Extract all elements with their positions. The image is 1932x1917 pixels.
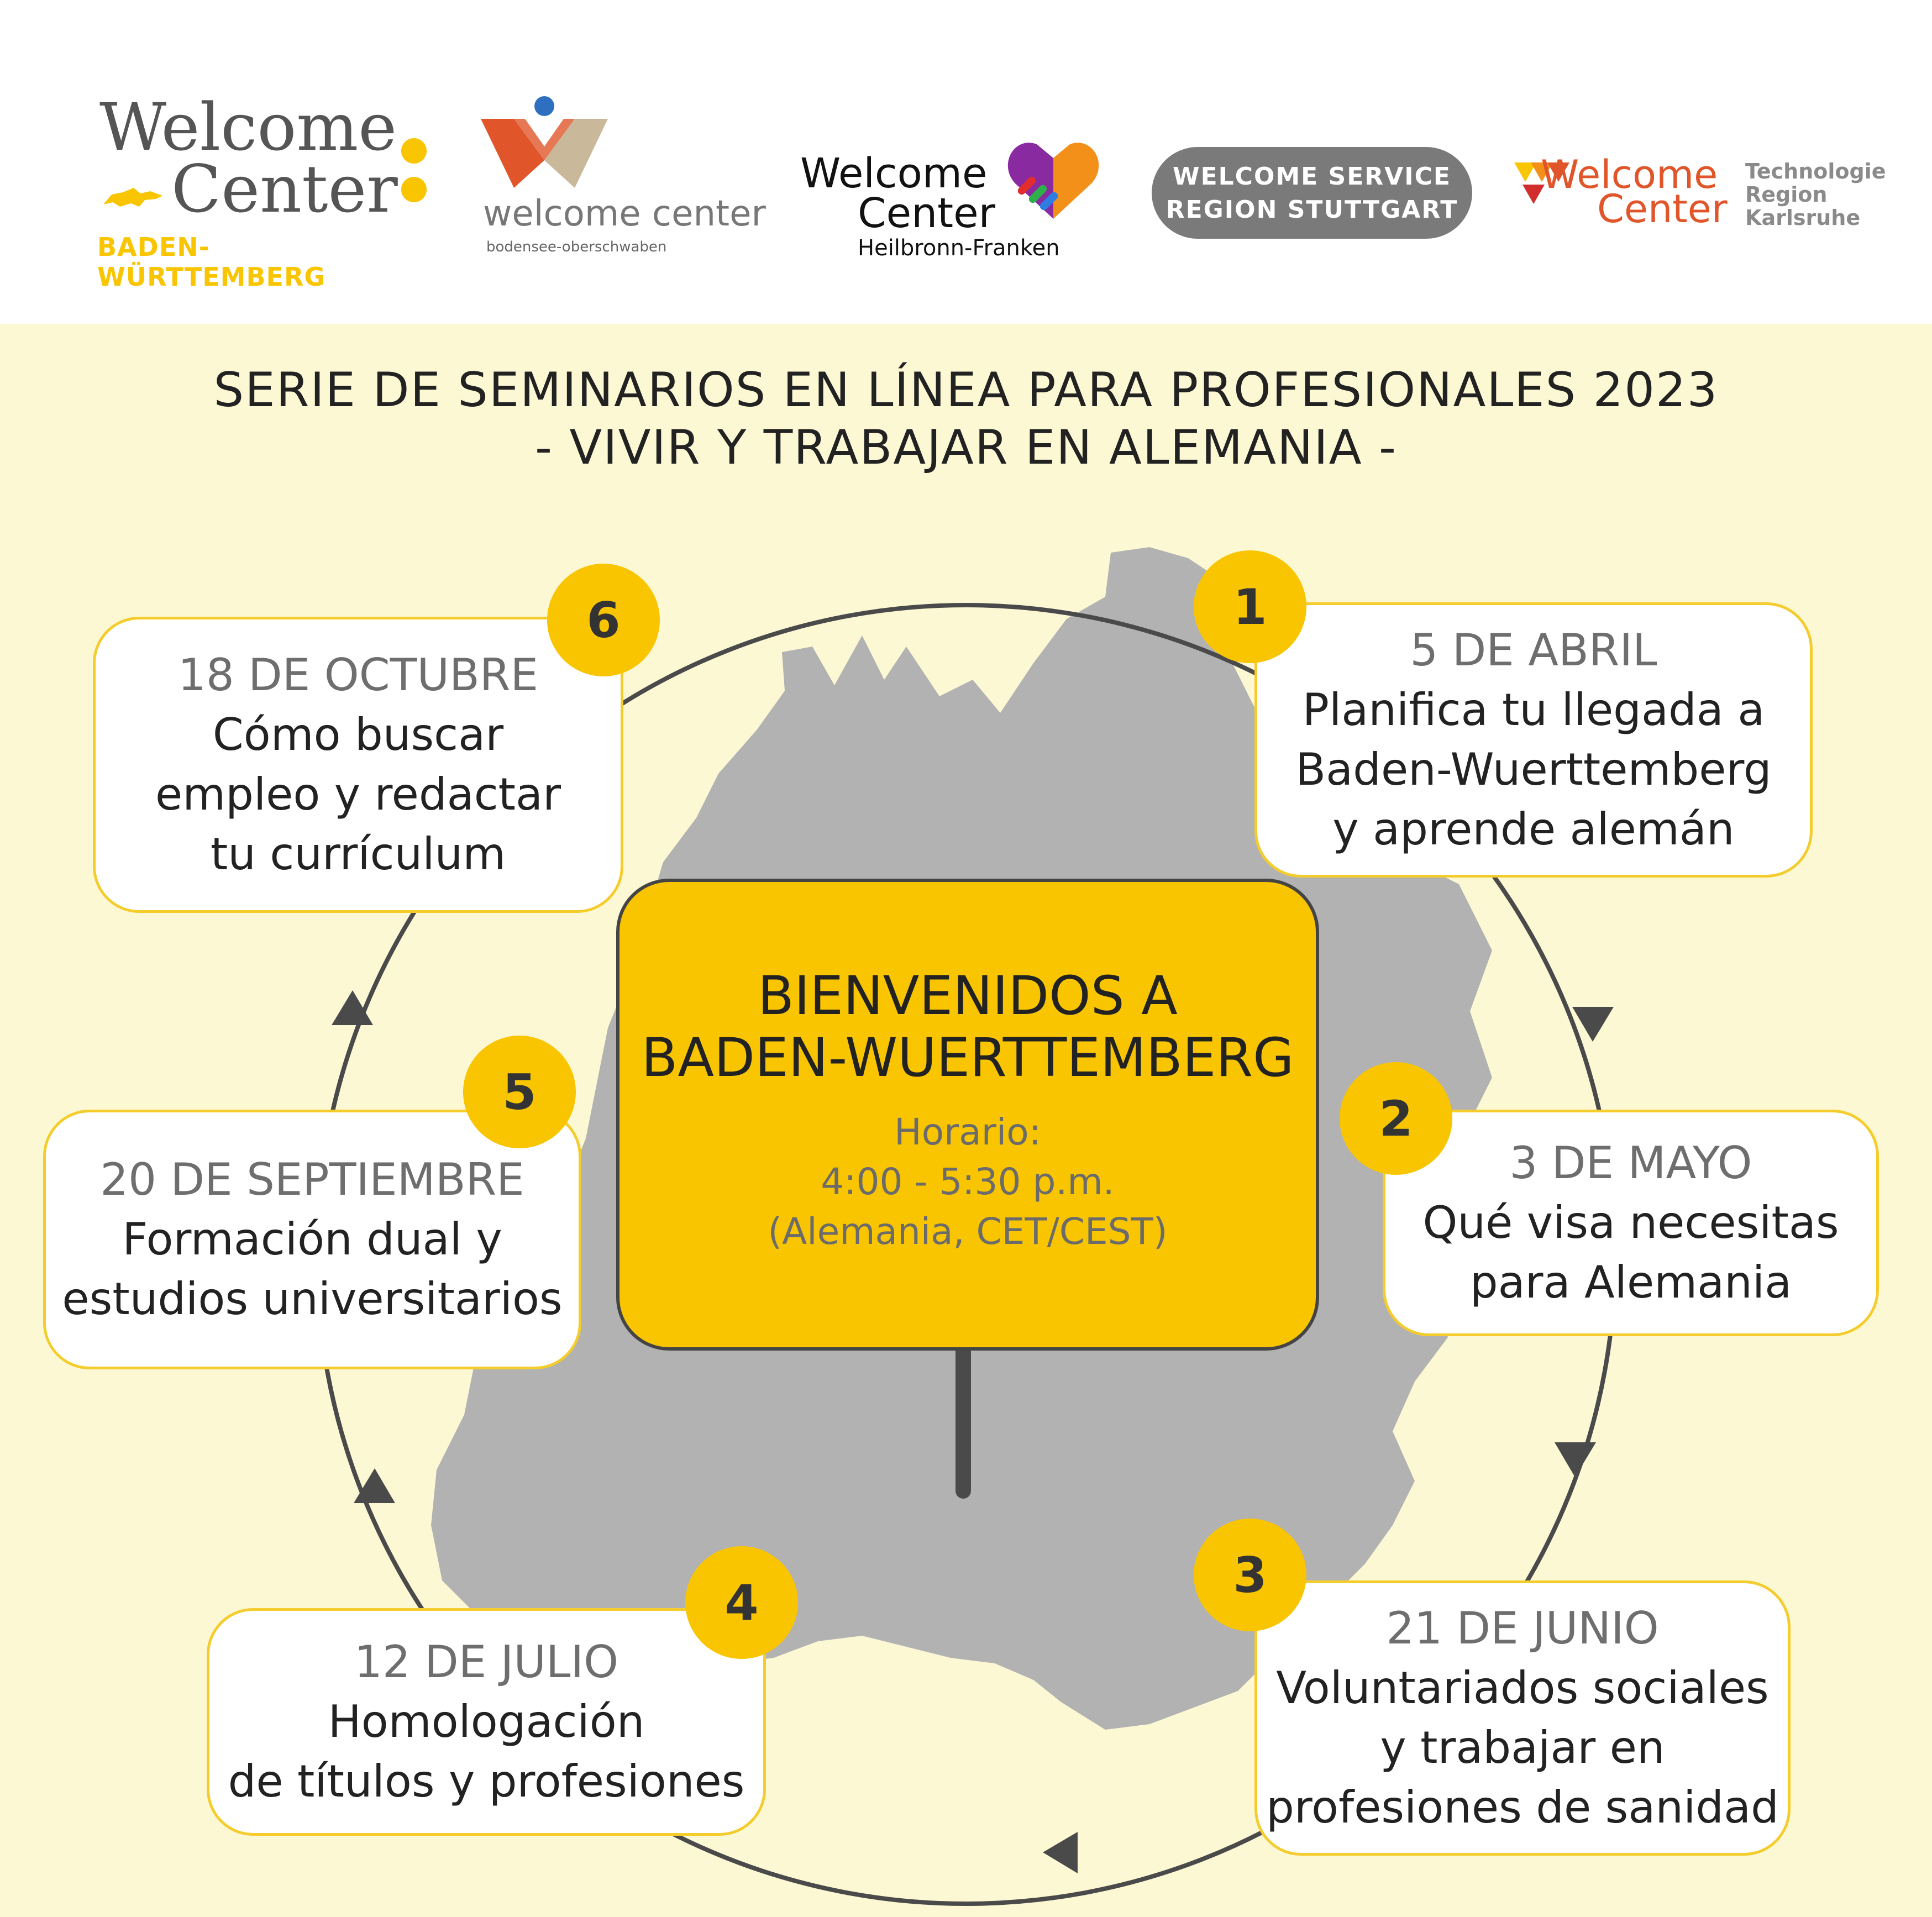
- arrow-3-4-icon: [1043, 1832, 1078, 1873]
- arrow-2-3-icon: [1555, 1442, 1596, 1477]
- seminar-topic-line: para Alemania: [1469, 1257, 1792, 1308]
- seminar-card-3: [1254, 1580, 1791, 1856]
- page-title-line1: SERIE DE SEMINARIOS EN LÍNEA PARA PROFESIONALES 2023: [213, 363, 1719, 418]
- schedule-time: 4:00 - 5:30 p.m.: [821, 1160, 1115, 1203]
- seminar-topic-line: Voluntariados sociales: [1276, 1662, 1769, 1714]
- seminar-topic-line: Formación dual y: [122, 1214, 502, 1265]
- logo-name: welcome center: [483, 193, 766, 234]
- seminar-topic-line: Cómo buscar: [212, 709, 504, 760]
- seminar-topic-line: y aprende alemán: [1332, 803, 1735, 855]
- logo-line2: Center: [858, 190, 996, 237]
- page-title-line2: - VIVIR Y TRABAJAR EN ALEMANIA -: [535, 420, 1397, 475]
- welcome-signpost: [616, 879, 1319, 1351]
- logo-line1: Welcome: [1541, 152, 1718, 197]
- seminar-card-6: [93, 617, 623, 913]
- seminar-date: 18 DE OCTUBRE: [177, 649, 539, 701]
- seminar-number-badge-4: 4: [685, 1546, 798, 1659]
- seminar-topic-line: y trabajar en: [1380, 1722, 1665, 1773]
- logo-line2: REGION STUTTGART: [1166, 196, 1458, 224]
- logo-region: BADEN-WÜRTTEMBERG: [97, 232, 326, 292]
- seminar-card-4: [207, 1608, 766, 1836]
- logo-line2: Center: [171, 151, 398, 227]
- welcome-heading-line2: BADEN-WUERTTEMBERG: [641, 1027, 1294, 1089]
- seminar-topic-line: Planifica tu llegada a: [1302, 684, 1765, 736]
- logo-line1: Welcome: [99, 89, 397, 165]
- logo-line2: Center: [1597, 186, 1728, 232]
- seminar-number-badge-2: 2: [1340, 1062, 1452, 1175]
- logo-sub: bodensee-oberschwaben: [486, 239, 667, 255]
- seminar-number-badge-5: 5: [463, 1036, 576, 1148]
- schedule-timezone: (Alemania, CET/CEST): [768, 1210, 1168, 1253]
- seminar-card-2: [1383, 1110, 1879, 1336]
- seminar-topic-line: profesiones de sanidad: [1266, 1782, 1779, 1833]
- seminar-number-badge-1: 1: [1194, 550, 1306, 663]
- seminar-card-1: [1254, 602, 1813, 878]
- seminar-topic-line: Baden-Wuerttemberg: [1295, 744, 1772, 795]
- logo-line1: WELCOME SERVICE: [1173, 162, 1451, 191]
- logo-sub: Heilbronn-Franken: [858, 235, 1060, 261]
- seminar-date: 3 DE MAYO: [1509, 1137, 1752, 1189]
- schedule-label: Horario:: [894, 1111, 1041, 1153]
- seminar-topic-line: tu currículum: [210, 828, 506, 880]
- seminar-number-badge-6: 6: [547, 564, 660, 676]
- seminar-date: 12 DE JULIO: [354, 1636, 619, 1688]
- seminar-card-5: [43, 1110, 581, 1369]
- welcome-heading-line1: BIENVENIDOS A: [758, 965, 1178, 1027]
- seminar-number-badge-3: 3: [1194, 1519, 1306, 1631]
- seminar-topic-line: Homologación: [328, 1696, 645, 1747]
- seminar-topic-line: estudios universitarios: [62, 1273, 563, 1325]
- seminar-topic-line: empleo y redactar: [155, 769, 561, 820]
- logo-side2: Region: [1745, 182, 1828, 207]
- logo-line1: Welcome: [800, 150, 988, 197]
- seminar-topic-line: Qué visa necesitas: [1422, 1197, 1839, 1248]
- seminar-date: 20 DE SEPTIEMBRE: [100, 1154, 524, 1205]
- logo-side1: Technologie: [1745, 159, 1886, 183]
- seminar-date: 21 DE JUNIO: [1386, 1603, 1659, 1654]
- seminar-topic-line: de títulos y profesiones: [228, 1756, 745, 1807]
- seminar-date: 5 DE ABRIL: [1410, 624, 1657, 676]
- logo-side3: Karlsruhe: [1745, 206, 1861, 230]
